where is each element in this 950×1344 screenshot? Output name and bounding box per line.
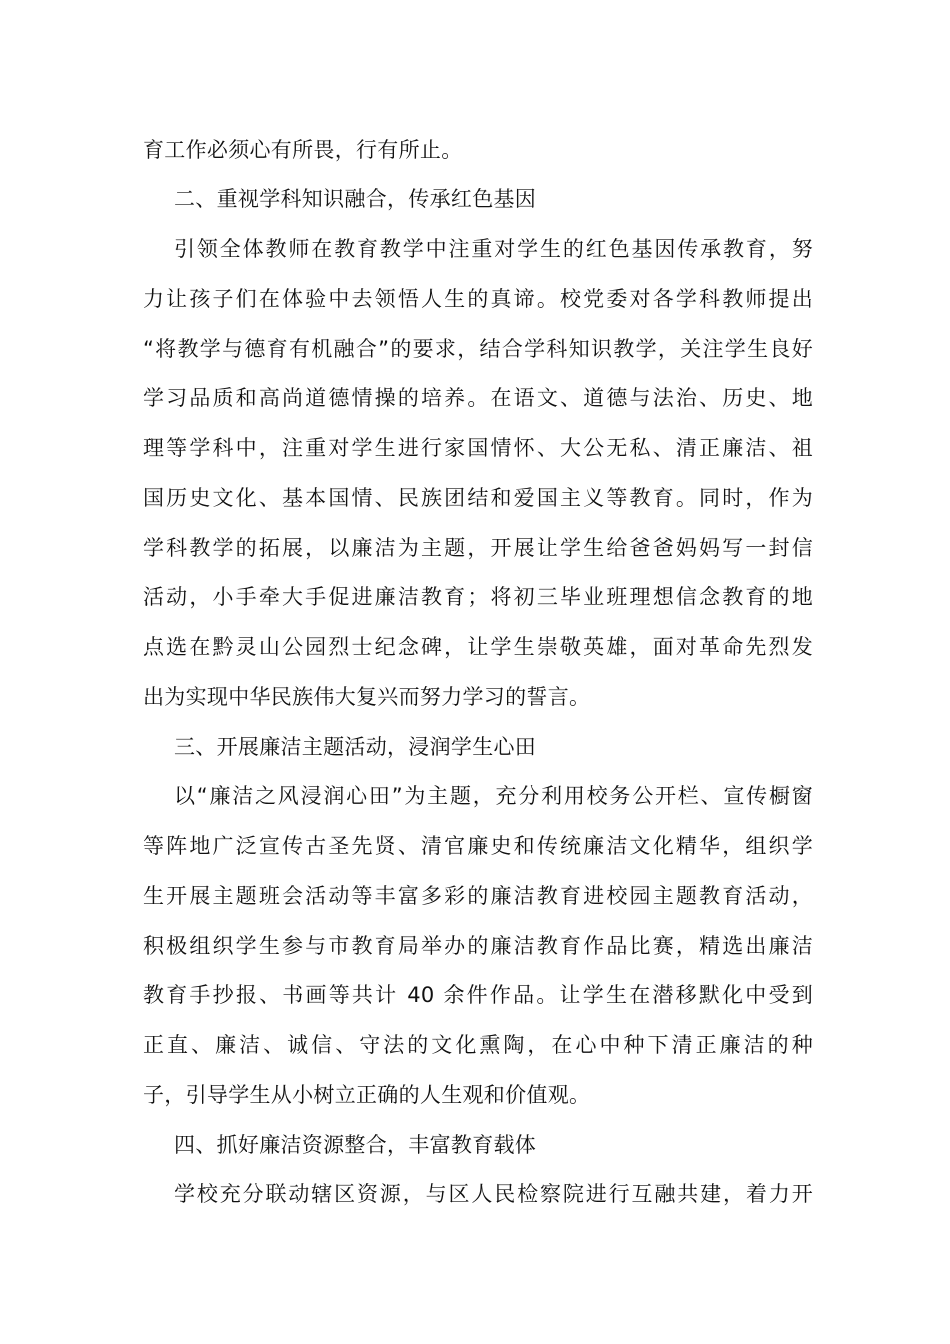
paragraph-line: 引领全体教师在教育教学中注重对学生的红色基因传承教育，努 [174, 237, 813, 261]
paragraph-line: 生开展主题班会活动等丰富多彩的廉洁教育进校园主题教育活动， [143, 884, 813, 908]
section-heading-3: 三、开展廉洁主题活动，浸润学生心田 [174, 735, 537, 759]
paragraph-line: 点选在黔灵山公园烈士纪念碑，让学生崇敬英雄，面对革命先烈发 [143, 635, 813, 659]
paragraph-line: 出为实现中华民族伟大复兴而努力学习的誓言。 [143, 685, 591, 709]
paragraph-line: 学科教学的拓展，以廉洁为主题，开展让学生给爸爸妈妈写一封信 [143, 536, 813, 560]
paragraph-line: 教育手抄报、书画等共计 40 余件作品。让学生在潜移默化中受到 [143, 983, 813, 1007]
paragraph-line: 国历史文化、基本国情、民族团结和爱国主义等教育。同时，作为 [143, 486, 813, 510]
paragraph-line: 等阵地广泛宣传古圣先贤、清官廉史和传统廉洁文化精华，组织学 [143, 834, 813, 858]
paragraph-line: 以“廉洁之风浸润心田”为主题，充分利用校务公开栏、宣传橱窗 [174, 784, 813, 808]
section-heading-2: 二、重视学科知识融合，传承红色基因 [174, 187, 537, 211]
section-heading-4: 四、抓好廉洁资源整合，丰富教育载体 [174, 1133, 537, 1157]
paragraph-line: “将教学与德育有机融合”的要求，结合学科知识教学，关注学生良好 [143, 337, 813, 361]
paragraph-line: 子，引导学生从小树立正确的人生观和价值观。 [143, 1083, 591, 1107]
paragraph-line: 活动，小手牵大手促进廉洁教育；将初三毕业班理想信念教育的地 [143, 585, 813, 609]
paragraph-line: 学习品质和高尚道德情操的培养。在语文、道德与法治、历史、地 [143, 386, 813, 410]
paragraph-line: 理等学科中，注重对学生进行家国情怀、大公无私、清正廉洁、祖 [143, 436, 813, 460]
paragraph-line: 正直、廉洁、诚信、守法的文化熏陶，在心中种下清正廉洁的种 [143, 1033, 813, 1057]
paragraph-line: 育工作必须心有所畏，行有所止。 [143, 138, 463, 162]
paragraph-line: 力让孩子们在体验中去领悟人生的真谛。校党委对各学科教师提出 [143, 287, 813, 311]
paragraph-line: 学校充分联动辖区资源，与区人民检察院进行互融共建，着力开 [174, 1182, 813, 1206]
paragraph-line: 积极组织学生参与市教育局举办的廉洁教育作品比赛，精选出廉洁 [143, 934, 813, 958]
